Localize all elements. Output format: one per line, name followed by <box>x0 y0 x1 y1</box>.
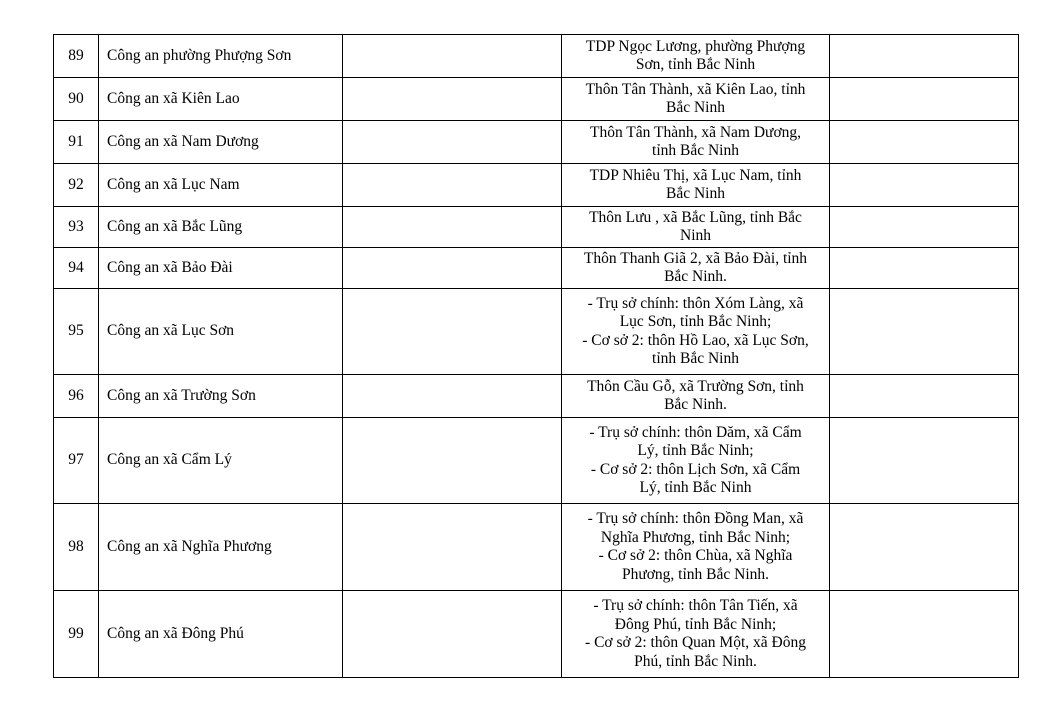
address-line: Bắc Ninh <box>666 185 725 202</box>
station-name: Công an xã Bắc Lũng <box>99 207 343 248</box>
station-name: Công an xã Trường Sơn <box>99 375 343 418</box>
address-line: - Trụ sở chính: thôn Xóm Làng, xã <box>587 294 804 312</box>
police-station-table <box>53 34 1019 678</box>
table-row <box>54 375 1019 418</box>
station-address <box>562 35 830 78</box>
address-line: Nghĩa Phương, tỉnh Bắc Ninh; <box>600 528 791 546</box>
empty-cell <box>343 375 562 418</box>
station-address <box>562 289 830 375</box>
note-cell <box>830 289 1019 375</box>
address-line: Thôn Thanh Giã 2, xã Bảo Đài, tỉnh <box>583 249 808 267</box>
empty-cell <box>343 207 562 248</box>
row-number: 96 <box>54 375 99 418</box>
note-cell <box>830 591 1019 678</box>
empty-cell <box>343 248 562 289</box>
station-address <box>562 591 830 678</box>
station-address <box>562 164 830 207</box>
note-cell <box>830 248 1019 289</box>
row-number: 97 <box>54 418 99 504</box>
table-row <box>54 121 1019 164</box>
address-line: Lục Sơn, tỉnh Bắc Ninh; <box>619 313 772 330</box>
empty-cell <box>343 121 562 164</box>
address-line: - Cơ sở 2: thôn Lịch Sơn, xã Cẩm <box>590 460 801 478</box>
table-row <box>54 78 1019 121</box>
empty-cell <box>343 164 562 207</box>
address-line: Thôn Lưu , xã Bắc Lũng, tỉnh Bắc <box>589 208 802 226</box>
note-cell <box>830 418 1019 504</box>
address-line: tỉnh Bắc Ninh <box>652 350 739 367</box>
empty-cell <box>343 78 562 121</box>
table-row <box>54 248 1019 289</box>
table-body <box>54 35 1019 678</box>
row-number: 91 <box>54 121 99 164</box>
empty-cell <box>343 35 562 78</box>
note-cell <box>830 207 1019 248</box>
address-line: - Cơ sở 2: thôn Chùa, xã Nghĩa <box>598 547 793 564</box>
note-cell <box>830 78 1019 121</box>
station-name: Công an xã Cẩm Lý <box>99 418 343 504</box>
station-name: Công an xã Lục Sơn <box>99 289 343 375</box>
station-address <box>562 207 830 248</box>
address-line: Ninh <box>680 227 711 244</box>
station-name: Công an xã Nam Dương <box>99 121 343 164</box>
row-number: 99 <box>54 591 99 678</box>
police-station-table-wrap <box>53 34 1019 678</box>
address-line: TDP Ngọc Lương, phường Phượng <box>585 37 806 55</box>
station-name: Công an xã Đông Phú <box>99 591 343 678</box>
row-number: 94 <box>54 248 99 289</box>
address-line: - Trụ sở chính: thôn Dăm, xã Cẩm <box>589 423 802 441</box>
address-line: - Trụ sở chính: thôn Tân Tiến, xã <box>593 597 798 614</box>
station-address <box>562 375 830 418</box>
address-line: Sơn, tỉnh Bắc Ninh <box>635 56 756 73</box>
station-address <box>562 248 830 289</box>
station-address <box>562 504 830 591</box>
station-name: Công an xã Lục Nam <box>99 164 343 207</box>
address-line: Bắc Ninh. <box>664 268 727 285</box>
empty-cell <box>343 504 562 591</box>
station-name: Công an phường Phượng Sơn <box>99 35 343 78</box>
station-address <box>562 121 830 164</box>
row-number: 95 <box>54 289 99 375</box>
address-line: Phú, tỉnh Bắc Ninh. <box>634 652 757 670</box>
note-cell <box>830 121 1019 164</box>
address-line: Thôn Tân Thành, xã Nam Dương, <box>589 123 802 141</box>
table-row <box>54 35 1019 78</box>
table-row <box>54 591 1019 678</box>
address-line: Phương, tỉnh Bắc Ninh. <box>621 565 770 583</box>
note-cell <box>830 35 1019 78</box>
address-line: - Trụ sở chính: thôn Đồng Man, xã <box>587 510 804 527</box>
table-row <box>54 289 1019 375</box>
station-name: Công an xã Nghĩa Phương <box>99 504 343 591</box>
row-number: 92 <box>54 164 99 207</box>
address-line: - Cơ sở 2: thôn Quan Một, xã Đông <box>585 634 806 651</box>
empty-cell <box>343 289 562 375</box>
address-line: Thôn Tân Thành, xã Kiên Lao, tỉnh <box>585 80 806 98</box>
address-line: Lý, tỉnh Bắc Ninh; <box>637 442 754 459</box>
row-number: 89 <box>54 35 99 78</box>
row-number: 93 <box>54 207 99 248</box>
table-row <box>54 207 1019 248</box>
station-address <box>562 78 830 121</box>
address-line: Lý, tỉnh Bắc Ninh <box>639 479 752 496</box>
note-cell <box>830 375 1019 418</box>
empty-cell <box>343 418 562 504</box>
address-line: Đông Phú, tỉnh Bắc Ninh; <box>614 615 777 633</box>
address-line: Thôn Cầu Gỗ, xã Trường Sơn, tỉnh <box>587 377 804 395</box>
row-number: 90 <box>54 78 99 121</box>
address-line: - Cơ sở 2: thôn Hồ Lao, xã Lục Sơn, <box>582 331 809 349</box>
station-name: Công an xã Kiên Lao <box>99 78 343 121</box>
address-line: Bắc Ninh <box>666 99 725 116</box>
table-row <box>54 164 1019 207</box>
row-number: 98 <box>54 504 99 591</box>
table-row <box>54 418 1019 504</box>
table-row <box>54 504 1019 591</box>
note-cell <box>830 164 1019 207</box>
station-name: Công an xã Bảo Đài <box>99 248 343 289</box>
address-line: tỉnh Bắc Ninh <box>652 142 739 159</box>
address-line: Bắc Ninh. <box>664 396 727 413</box>
note-cell <box>830 504 1019 591</box>
address-line: TDP Nhiêu Thị, xã Lục Nam, tỉnh <box>589 166 802 184</box>
empty-cell <box>343 591 562 678</box>
station-address <box>562 418 830 504</box>
